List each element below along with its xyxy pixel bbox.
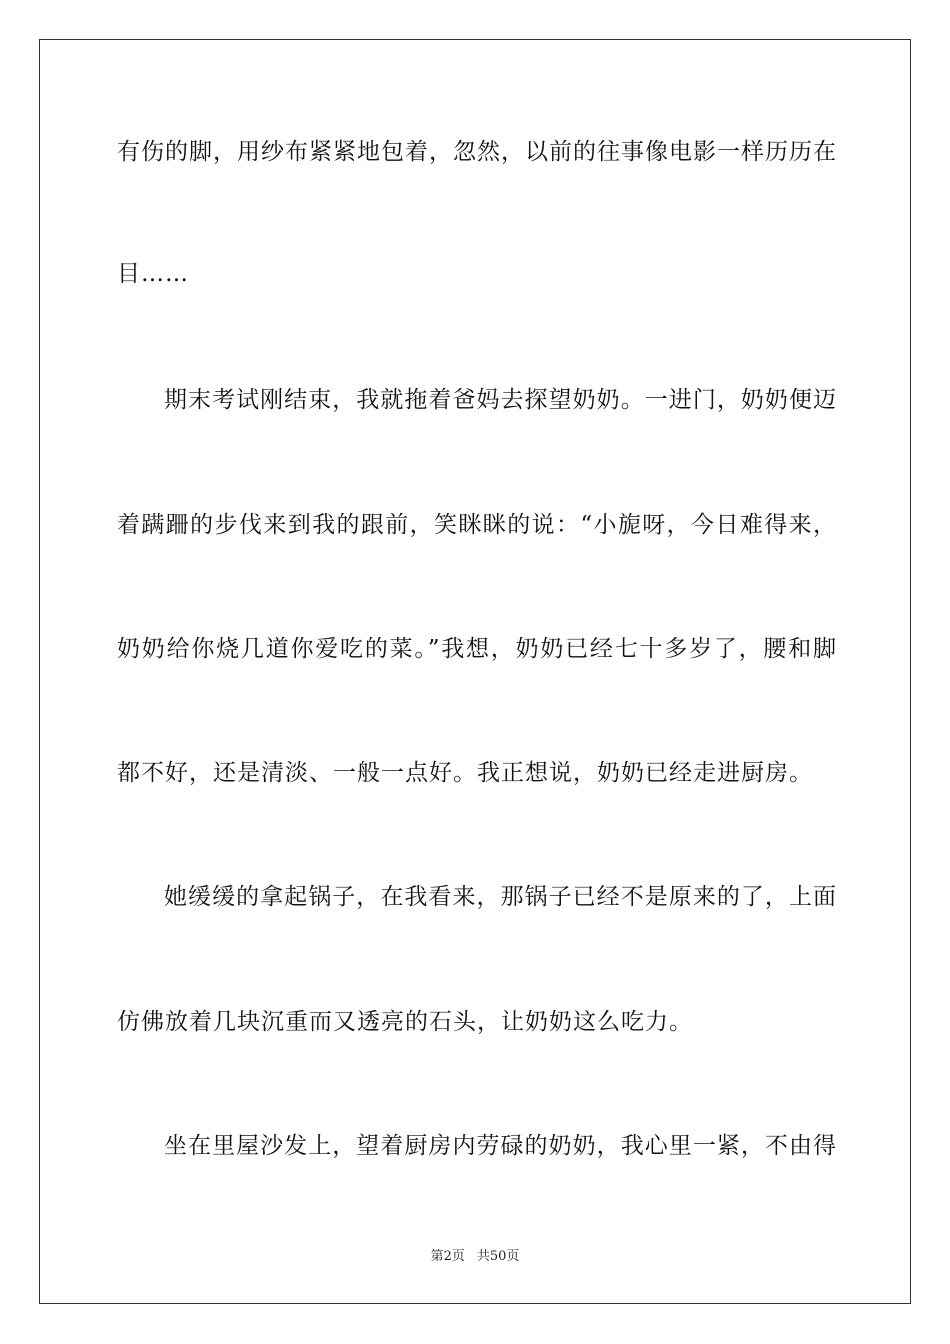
body-line-7: 她缓缓的拿起锅子，在我看来，那锅子已经不是原来的了，上面 bbox=[164, 884, 837, 910]
body-line-6: 都不好，还是清淡、一般一点好。我正想说，奶奶已经走进厨房。 bbox=[117, 760, 813, 786]
page-number: 第2页 bbox=[430, 1249, 465, 1264]
body-line-2: 目…… bbox=[117, 261, 189, 287]
body-line-5: 奶奶给你烧几道你爱吃的菜。”我想，奶奶已经七十多岁了，腰和脚 bbox=[117, 636, 837, 662]
body-line-9: 坐在里屋沙发上，望着厨房内劳碌的奶奶，我心里一紧，不由得 bbox=[164, 1133, 837, 1159]
body-line-4: 着蹒跚的步伐来到我的跟前，笑眯眯的说：“小旎呀，今日难得来， bbox=[117, 512, 837, 538]
body-line-8: 仿佛放着几块沉重而又透亮的石头，让奶奶这么吃力。 bbox=[117, 1009, 693, 1035]
page-footer bbox=[0, 1248, 950, 1266]
body-line-3: 期末考试刚结束，我就拖着爸妈去探望奶奶。一进门，奶奶便迈 bbox=[164, 387, 837, 413]
body-line-1: 有伤的脚，用纱布紧紧地包着，忽然，以前的往事像电影一样历历在 bbox=[117, 139, 837, 165]
page-total: 共50页 bbox=[476, 1249, 520, 1264]
page-border bbox=[39, 39, 911, 1304]
